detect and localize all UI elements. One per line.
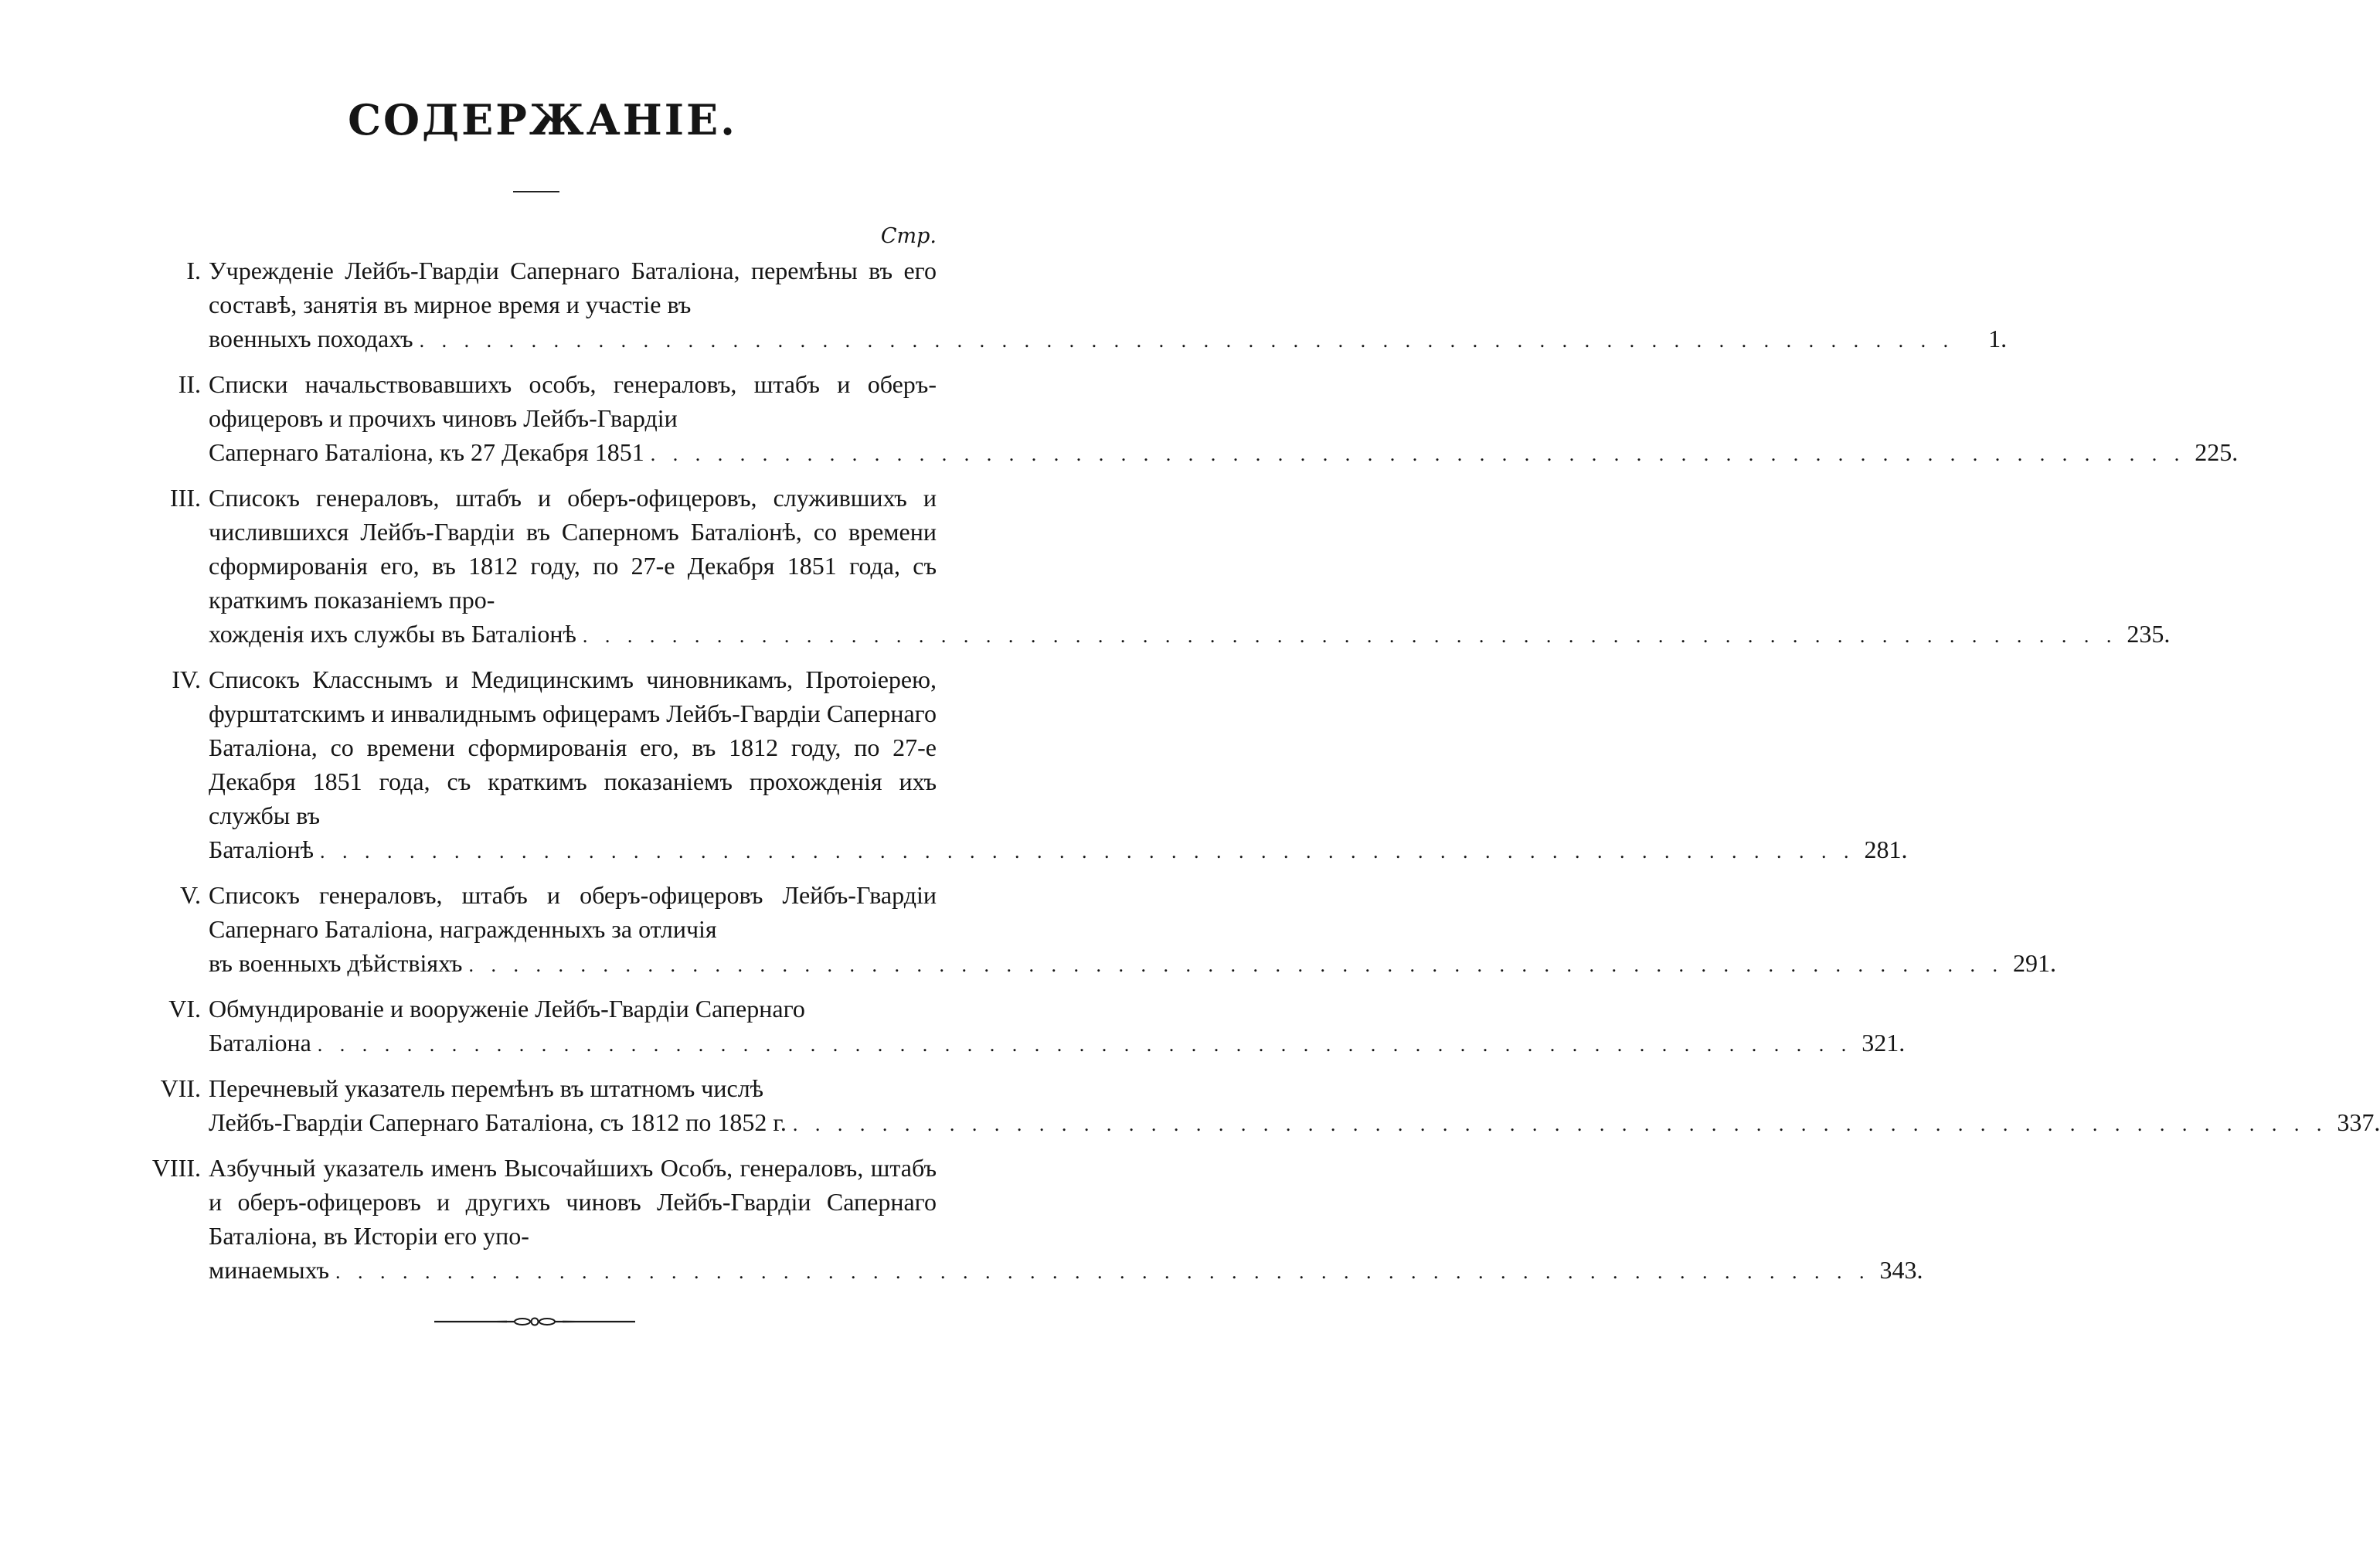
toc-entry-numeral: III. bbox=[170, 484, 201, 512]
dot-leader: . . . . . . . . . . . . . . . . . . . . . . . . . . . . . . . . . . . . . . . . . . . . . . . . . . . . . . . . . . . . . . . . . . . . . bbox=[419, 329, 1955, 352]
toc-entry-text: Перечневый указатель перемѣнъ въ штатномъ числѣ bbox=[209, 1074, 764, 1102]
toc-entry-numeral: VIII. bbox=[151, 1154, 201, 1182]
dot-leader: . . . . . . . . . . . . . . . . . . . . . . . . . . . . . . . . . . . . . . . . . . . . . . . . . . . . . . . . . . . . . . . . . . . . . bbox=[468, 954, 2004, 976]
toc-page-number: 235. bbox=[2127, 620, 2171, 648]
toc-page-number: 281. bbox=[1864, 835, 1908, 863]
toc-entry-last-line: Сапернаго Баталіона, къ 27 Декабря 1851 bbox=[209, 438, 644, 466]
dot-leader: . . . . . . . . . . . . . . . . . . . . . . . . . . . . . . . . . . . . . . . . . . . . . . . . . . . . . . . . . . . . . . . . . . . . . bbox=[319, 840, 1855, 863]
page-column-header: Стр. bbox=[880, 224, 937, 248]
toc-entry-1 bbox=[124, 254, 2008, 358]
toc-entry-5 bbox=[124, 878, 2056, 982]
toc-entry-last-line: въ военныхъ дѣйствіяхъ bbox=[209, 949, 463, 977]
toc-entry-6 bbox=[124, 992, 1906, 1062]
toc-entry-last-line: Баталіонѣ bbox=[209, 835, 314, 863]
dot-leader: . . . . . . . . . . . . . . . . . . . . . . . . . . . . . . . . . . . . . . . . . . . . . . . . . . . . . . . . . . . . . . . . . . . . . bbox=[792, 1113, 2328, 1135]
toc-entry-text: Обмундированіе и вооруженіе Лейбъ-Гвардіи Сапернаго bbox=[209, 995, 805, 1023]
toc-entry-text: Азбучный указатель именъ Высочайшихъ Особъ, генераловъ, штабъ и оберъ-офицеровъ и другихъ чиновъ Лейбъ-Гвардіи Сапернаго Баталіона, въ Исторіи его упо- bbox=[209, 1154, 937, 1250]
toc-entry-3 bbox=[124, 481, 2171, 653]
toc-entry-2 bbox=[124, 367, 2239, 471]
toc-entry-last-line: минаемыхъ bbox=[209, 1256, 329, 1284]
toc-entry-numeral: I. bbox=[186, 257, 201, 284]
toc-page-number: 1. bbox=[1988, 325, 2008, 352]
toc-entry-last-line: Лейбъ-Гвардіи Сапернаго Баталіона, съ 1812 по 1852 г. bbox=[209, 1108, 787, 1136]
toc-entry-numeral: V. bbox=[180, 881, 201, 909]
page-title: СОДЕРЖАНІЕ. bbox=[348, 95, 737, 145]
toc-page-number: 291. bbox=[2012, 949, 2056, 977]
toc-entry-4 bbox=[124, 662, 1908, 869]
toc-entry-8 bbox=[124, 1151, 1923, 1289]
toc-entry-7 bbox=[124, 1071, 2380, 1142]
toc-entry-numeral: VI. bbox=[168, 995, 201, 1023]
dot-leader: . . . . . . . . . . . . . . . . . . . . . . . . . . . . . . . . . . . . . . . . . . . . . . . . . . . . . . . . . . . . . . . . . . . . . bbox=[582, 624, 2118, 647]
toc-entry-text: Списокъ Класснымъ и Медицинскимъ чиновникамъ, Протоіерею, фурштатскимъ и инвалиднымъ офицерамъ Лейбъ-Гвардіи Сапернаго Баталіона, со времени сформированія его, въ 1812 году, по 27-е Декабря 1851 года, съ краткимъ показаніемъ прохожденія ихъ службы въ bbox=[209, 665, 937, 829]
toc-page-number: 321. bbox=[1862, 1029, 1906, 1057]
toc-page-number: 337. bbox=[2337, 1108, 2380, 1136]
toc-entry-text: Списокъ генераловъ, штабъ и оберъ-офицеровъ, служившихъ и числившихся Лейбъ-Гвардіи въ Саперномъ Баталіонѣ, со времени сформированія его, въ 1812 году, по 27-е Декабря 1851 года, съ краткимъ показаніемъ про- bbox=[209, 484, 937, 614]
dot-leader: . . . . . . . . . . . . . . . . . . . . . . . . . . . . . . . . . . . . . . . . . . . . . . . . . . . . . . . . . . . . . . . . . . . . . bbox=[335, 1261, 1871, 1283]
toc-entry-last-line: хожденія ихъ службы въ Баталіонѣ bbox=[209, 620, 576, 648]
toc-page-number: 225. bbox=[2195, 438, 2239, 466]
toc-entry-last-line: военныхъ походахъ bbox=[209, 325, 413, 352]
toc-entry-text: Списки начальствовавшихъ особъ, генераловъ, штабъ и оберъ-офицеровъ и прочихъ чиновъ Лейбъ-Гвардіи bbox=[209, 370, 937, 432]
decorative-ornament-divider bbox=[433, 1315, 637, 1328]
toc-entry-last-line: Баталіона bbox=[209, 1029, 311, 1057]
title-rule bbox=[513, 191, 559, 192]
dot-leader: . . . . . . . . . . . . . . . . . . . . . . . . . . . . . . . . . . . . . . . . . . . . . . . . . . . . . . . . . . . . . . . . . . . . . bbox=[650, 443, 2186, 465]
toc-entry-text: Учрежденіе Лейбъ-Гвардіи Сапернаго Баталіона, перемѣны въ его составѣ, занятія въ мирное время и участіе въ bbox=[209, 257, 937, 318]
toc-page-number: 343. bbox=[1879, 1256, 1923, 1284]
dot-leader: . . . . . . . . . . . . . . . . . . . . . . . . . . . . . . . . . . . . . . . . . . . . . . . . . . . . . . . . . . . . . . . . . . . . . bbox=[317, 1033, 1853, 1056]
table-of-contents bbox=[124, 254, 2380, 1289]
toc-entry-numeral: IV. bbox=[172, 665, 201, 693]
toc-entry-numeral: II. bbox=[178, 370, 201, 398]
toc-entry-numeral: VII. bbox=[160, 1074, 201, 1102]
toc-entry-text: Списокъ генераловъ, штабъ и оберъ-офицеровъ Лейбъ-Гвардіи Сапернаго Баталіона, награжденныхъ за отличія bbox=[209, 881, 937, 943]
